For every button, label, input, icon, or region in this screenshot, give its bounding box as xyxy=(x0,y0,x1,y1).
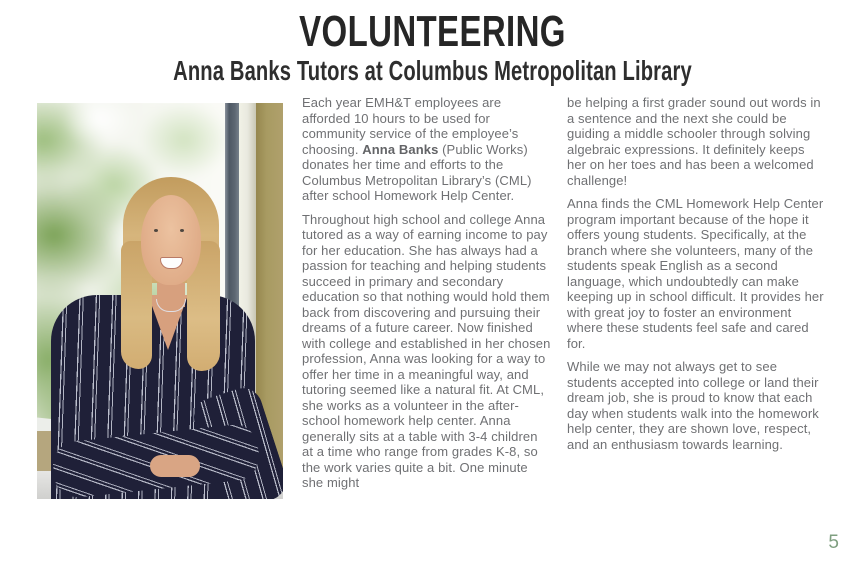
paragraph: be helping a first grader sound out words in a sentence and the next she could be guiding a middle schooler through solving algebraic expressions. It definitely keeps her on her toes and has been a welcomed challenge! xyxy=(567,95,821,188)
paragraph xyxy=(302,95,552,204)
page-number: 5 xyxy=(828,532,839,553)
article-column-2 xyxy=(567,95,825,460)
paragraph-text: (Public Works) donates her time and efforts to the Columbus Metropolitan Library’s (CML) after school Homework Help Center. xyxy=(302,141,532,203)
page-title: VOLUNTEERING xyxy=(299,7,566,56)
paragraph-text: Each year EMH&T employees are afforded 10 hours to be used for community service of the employee’s choosing. xyxy=(302,95,519,157)
person-eye xyxy=(180,229,184,232)
anna-banks-photo xyxy=(37,103,283,499)
page-subtitle: Anna Banks Tutors at Columbus Metropolitan Library xyxy=(173,55,692,86)
person-hand xyxy=(150,455,200,477)
anna-banks-name: Anna Banks xyxy=(362,141,439,157)
paragraph: Throughout high school and college Anna tutored as a way of earning income to pay for her education. She has always had a passion for teaching and helping students succeed in primary and secondary education so that nothing would hold them back from discovering and pursuing their dreams of a future career. Now finished with college and established in her chosen profession, Anna was looking for a way to offer her time in a meaningful way, and tutoring seemed like a natural fit. At CML, she works as a volunteer in the after-school homework help center. Anna generally sits at a table with 3-4 children at a time who range from grades K-8, so the work varies quite a bit. One minute she might xyxy=(302,211,551,490)
paragraph: While we may not always get to see students accepted into college or land their dream job, she is proud to know that each day when students walk into the homework help center, they are shown love, respect, and an enthusiasm towards learning. xyxy=(567,359,819,452)
person-face xyxy=(141,195,201,285)
person-eye xyxy=(154,229,158,232)
paragraph: Anna finds the CML Homework Help Center program important because of the hope it offers young students. Specifically, at the branch where she volunteers, many of the students speak English as a second language, which undoubtedly can make keeping up in school difficult. It provides her with great joy to foster an environment where these students feel safe and cared for. xyxy=(567,196,824,351)
article-column-1 xyxy=(302,95,552,499)
